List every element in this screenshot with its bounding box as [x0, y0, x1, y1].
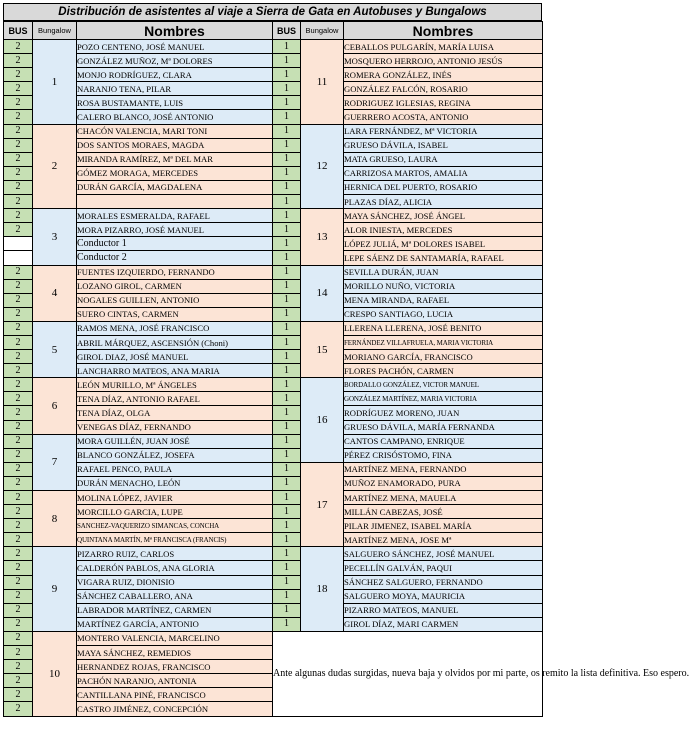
attendee-name: GONZÁLEZ MUÑOZ, Mª DOLORES: [77, 54, 273, 68]
table-row: [4, 434, 543, 448]
attendee-name: BLANCO GONZÁLEZ, JOSEFA: [77, 448, 273, 462]
bungalow-number: 2: [33, 124, 77, 209]
attendee-name: BORDALLO GONZÁLEZ, VICTOR MANUEL: [344, 378, 543, 392]
bus-cell: 2: [4, 674, 33, 688]
bus-cell: 1: [273, 603, 301, 617]
attendee-name: MORIANO GARCÍA, FRANCISCO: [344, 350, 543, 364]
attendee-name: LEÓN MURILLO, Mª ÁNGELES: [77, 378, 273, 392]
table-row: [4, 279, 543, 293]
bus-cell: 2: [4, 519, 33, 533]
table-row: [4, 533, 543, 547]
bus-cell: 2: [4, 82, 33, 96]
attendee-name: MARTÍNEZ MENA, FERNANDO: [344, 462, 543, 476]
attendee-name: VENEGAS DÍAZ, FERNANDO: [77, 420, 273, 434]
bus-cell: 2: [4, 575, 33, 589]
bus-cell: 2: [4, 491, 33, 505]
attendee-name: RODRIGUEZ IGLESIAS, REGINA: [344, 96, 543, 110]
bungalow-number: 3: [33, 209, 77, 265]
table-row: [4, 293, 543, 307]
attendee-name: LARA FERNÁNDEZ, Mª VICTORIA: [344, 124, 543, 138]
attendee-name: SÁNCHEZ SALGUERO, FERNANDO: [344, 575, 543, 589]
attendee-name: MORALES ESMERALDA, RAFAEL: [77, 209, 273, 223]
bus-cell: 1: [273, 364, 301, 378]
bus-cell: 2: [4, 378, 33, 392]
table-row: [4, 237, 543, 251]
attendee-name: ROMERA GONZÁLEZ, INÉS: [344, 68, 543, 82]
table-row: [4, 350, 543, 364]
attendee-name: MENA MIRANDA, RAFAEL: [344, 293, 543, 307]
bungalow-number: 12: [301, 124, 344, 209]
attendee-name: HERNICA DEL PUERTO, ROSARIO: [344, 180, 543, 194]
bus-cell: 2: [4, 702, 33, 716]
bus-cell: 2: [4, 547, 33, 561]
table-row: [4, 547, 543, 561]
table-row: [4, 378, 543, 392]
driver-name: Conductor 1: [77, 237, 273, 251]
attendee-name: TENA DÍAZ, OLGA: [77, 406, 273, 420]
attendee-name: MORCILLO GARCIA, LUPE: [77, 505, 273, 519]
attendee-name: FERNÁNDEZ VILLAFRUELA, MARIA VICTORIA: [344, 335, 543, 349]
table-row: [4, 82, 543, 96]
attendee-name: DURÁN GARCÍA, MAGDALENA: [77, 180, 273, 194]
attendee-name: MORA PIZARRO, JOSÉ MANUEL: [77, 223, 273, 237]
table-row: [4, 96, 543, 110]
table-row: [4, 265, 543, 279]
bus-cell: 2: [4, 166, 33, 180]
bus-cell: 2: [4, 434, 33, 448]
attendee-name: POZO CENTENO, JOSÉ MANUEL: [77, 40, 273, 54]
bungalow-number: 11: [301, 40, 344, 125]
bus-cell: 1: [273, 448, 301, 462]
bus-cell: 1: [273, 138, 301, 152]
bus-cell: 2: [4, 533, 33, 547]
note-text: Ante algunas dudas surgidas, nueva baja y olvidos por mi parte, os remito la lista definitiva. Eso espero.: [273, 631, 543, 716]
bus-cell: 1: [273, 223, 301, 237]
bus-cell: 1: [273, 617, 301, 631]
attendee-name: SÁNCHEZ CABALLERO, ANA: [77, 589, 273, 603]
attendee-name: MIRANDA RAMÍREZ, Mª DEL MAR: [77, 152, 273, 166]
bus-cell: 1: [273, 321, 301, 335]
bus-cell: 2: [4, 646, 33, 660]
attendee-name: CEBALLOS PULGARÍN, MARÍA LUISA: [344, 40, 543, 54]
attendee-name: SALGUERO SÁNCHEZ, JOSÉ MANUEL: [344, 547, 543, 561]
attendee-name: NARANJO TENA, PILAR: [77, 82, 273, 96]
attendee-name: DOS SANTOS MORAES, MAGDA: [77, 138, 273, 152]
table-row: [4, 505, 543, 519]
attendee-name: LOZANO GIROL, CARMEN: [77, 279, 273, 293]
bus-cell: 2: [4, 561, 33, 575]
table-row: [4, 40, 543, 54]
bungalow-number: 1: [33, 40, 77, 125]
attendee-name: CRESPO SANTIAGO, LUCIA: [344, 307, 543, 321]
attendee-name: MONTERO VALENCIA, MARCELINO: [77, 631, 273, 645]
table-row: [4, 406, 543, 420]
bungalow-number: 15: [301, 321, 344, 377]
attendee-name: LLERENA LLERENA, JOSÉ BENITO: [344, 321, 543, 335]
attendee-name: PLAZAS DÍAZ, ALICIA: [344, 195, 543, 209]
bus-cell: 1: [273, 519, 301, 533]
bus-cell: 2: [4, 209, 33, 223]
attendee-name: GRUESO DÁVILA, MARÍA FERNANDA: [344, 420, 543, 434]
bus-cell: 2: [4, 448, 33, 462]
table-row: [4, 364, 543, 378]
table-row: [4, 209, 543, 223]
bus-cell: 1: [273, 293, 301, 307]
bus-cell: 2: [4, 293, 33, 307]
attendee-name: LEPE SÁENZ DE SANTAMARÍA, RAFAEL: [344, 251, 543, 265]
bungalow-number: 6: [33, 378, 77, 434]
attendee-name: HERNANDEZ ROJAS, FRANCISCO: [77, 660, 273, 674]
table-row: [4, 321, 543, 335]
table-row: [4, 476, 543, 490]
attendee-name: MAYA SÁNCHEZ, JOSÉ ÁNGEL: [344, 209, 543, 223]
attendee-name: SEVILLA DURÁN, JUAN: [344, 265, 543, 279]
table-row: [4, 561, 543, 575]
table-row: [4, 68, 543, 82]
bus-cell: 1: [273, 251, 301, 265]
table-row: [4, 110, 543, 124]
bus-cell: 1: [273, 152, 301, 166]
table-row: [4, 223, 543, 237]
bus-cell: 1: [273, 195, 301, 209]
sheet-title: Distribución de asistentes al viaje a Sierra de Gata en Autobuses y Bungalows: [3, 3, 542, 21]
bus-cell: 2: [4, 406, 33, 420]
attendee-name: LABRADOR MARTÍNEZ, CARMEN: [77, 603, 273, 617]
attendee-name: RAMOS MENA, JOSÉ FRANCISCO: [77, 321, 273, 335]
table-row: [4, 603, 543, 617]
attendee-name: MARTÍNEZ MENA, MAUELA: [344, 491, 543, 505]
table-row: [4, 166, 543, 180]
bungalow-number: 4: [33, 265, 77, 321]
attendee-name: MAYA SÁNCHEZ, REMEDIOS: [77, 646, 273, 660]
bus-header-right: BUS: [273, 22, 301, 40]
bus-cell: 1: [273, 124, 301, 138]
names-header-right: Nombres: [344, 22, 543, 40]
bus-cell: 2: [4, 223, 33, 237]
attendee-name: CARRIZOSA MARTOS, AMALIA: [344, 166, 543, 180]
attendee-name: CALERO BLANCO, JOSÉ ANTONIO: [77, 110, 273, 124]
attendee-name: GUERRERO ACOSTA, ANTONIO: [344, 110, 543, 124]
bus-cell: 1: [273, 378, 301, 392]
bus-cell: 1: [273, 350, 301, 364]
bus-cell: 1: [273, 279, 301, 293]
bus-cell: 1: [273, 96, 301, 110]
bus-cell: 2: [4, 54, 33, 68]
attendee-name: ALOR INIESTA, MERCEDES: [344, 223, 543, 237]
attendee-name: CHACÓN VALENCIA, MARI TONI: [77, 124, 273, 138]
bus-cell: 2: [4, 180, 33, 194]
bus-cell: 1: [273, 180, 301, 194]
bus-cell: 2: [4, 110, 33, 124]
attendee-name: MOLINA LÓPEZ, JAVIER: [77, 491, 273, 505]
attendee-name: SANCHEZ-VAQUERIZO SIMANCAS, CONCHA: [77, 519, 273, 533]
attendee-name: MARTÍNEZ MENA, JOSE Mª: [344, 533, 543, 547]
bungalow-number: 17: [301, 462, 344, 547]
bus-cell: 2: [4, 265, 33, 279]
table-row: [4, 491, 543, 505]
attendee-name: MARTÍNEZ GARCÍA, ANTONIO: [77, 617, 273, 631]
bus-cell: 1: [273, 265, 301, 279]
bus-cell: 2: [4, 420, 33, 434]
attendee-name: CANTOS CAMPANO, ENRIQUE: [344, 434, 543, 448]
bus-cell: 1: [273, 307, 301, 321]
bungalow-number: 18: [301, 547, 344, 632]
bus-cell: 2: [4, 603, 33, 617]
bungalow-number: 16: [301, 378, 344, 463]
attendee-name: PIZARRO RUIZ, CARLOS: [77, 547, 273, 561]
table-row: [4, 335, 543, 349]
attendee-name: PIZARRO MATEOS, MANUEL: [344, 603, 543, 617]
attendee-name: GRUESO DÁVILA, ISABEL: [344, 138, 543, 152]
bus-cell: 1: [273, 491, 301, 505]
bus-cell: 2: [4, 631, 33, 645]
attendee-name: MORA GUILLÉN, JUAN JOSÉ: [77, 434, 273, 448]
table-row: [4, 251, 543, 265]
bus-cell: 2: [4, 660, 33, 674]
table-row: [4, 462, 543, 476]
attendee-name: VIGARA RUIZ, DIONISIO: [77, 575, 273, 589]
attendee-name: PECELLÍN GALVÁN, PAQUI: [344, 561, 543, 575]
bus-cell: 1: [273, 54, 301, 68]
bungalow-number: 7: [33, 434, 77, 490]
bus-cell: 1: [273, 561, 301, 575]
bungalow-number: 10: [33, 631, 77, 716]
table-row: [4, 195, 543, 209]
bus-cell: 2: [4, 392, 33, 406]
attendee-name: PILAR JIMENEZ, ISABEL MARÍA: [344, 519, 543, 533]
attendee-name: [77, 195, 273, 209]
bus-cell: 2: [4, 350, 33, 364]
bungalow-header-left: Bungalow: [33, 22, 77, 40]
attendee-name: GIROL DIAZ, JOSÉ MANUEL: [77, 350, 273, 364]
table-row: [4, 448, 543, 462]
bus-cell: 2: [4, 476, 33, 490]
bus-cell: 1: [273, 335, 301, 349]
bus-cell: 1: [273, 110, 301, 124]
bungalow-number: 14: [301, 265, 344, 321]
attendee-name: MORILLO NUÑO, VICTORIA: [344, 279, 543, 293]
bungalow-number: 8: [33, 491, 77, 547]
bus-cell: 1: [273, 392, 301, 406]
attendee-name: LÓPEZ JULIÁ, Mª DOLORES ISABEL: [344, 237, 543, 251]
attendee-name: FUENTES IZQUIERDO, FERNANDO: [77, 265, 273, 279]
names-header-left: Nombres: [77, 22, 273, 40]
bus-cell: 2: [4, 688, 33, 702]
attendee-name: RODRÍGUEZ MORENO, JUAN: [344, 406, 543, 420]
bus-cell: 1: [273, 533, 301, 547]
bus-cell: [4, 251, 33, 265]
attendee-name: GONZÁLEZ FALCÓN, ROSARIO: [344, 82, 543, 96]
distribution-sheet: [3, 3, 689, 717]
attendee-name: MILLÁN CABEZAS, JOSÉ: [344, 505, 543, 519]
attendee-name: CANTILLANA PINÉ, FRANCISCO: [77, 688, 273, 702]
driver-name: Conductor 2: [77, 251, 273, 265]
attendee-name: FLORES PACHÓN, CARMEN: [344, 364, 543, 378]
bus-cell: 1: [273, 166, 301, 180]
bus-header-left: BUS: [4, 22, 33, 40]
bus-cell: 1: [273, 209, 301, 223]
bus-cell: 1: [273, 476, 301, 490]
attendee-name: MOSQUERO HERROJO, ANTONIO JESÚS: [344, 54, 543, 68]
bus-cell: 2: [4, 307, 33, 321]
attendee-name: SUERO CINTAS, CARMEN: [77, 307, 273, 321]
attendee-name: GONZÁLEZ MARTÍNEZ, MARIA VICTORIA: [344, 392, 543, 406]
bus-cell: 1: [273, 406, 301, 420]
bus-cell: [4, 237, 33, 251]
bus-cell: 2: [4, 335, 33, 349]
bungalow-number: 5: [33, 321, 77, 377]
table-row: [4, 519, 543, 533]
bus-cell: 1: [273, 505, 301, 519]
attendee-name: CALDERÓN PABLOS, ANA GLORIA: [77, 561, 273, 575]
bus-cell: 1: [273, 82, 301, 96]
attendee-name: NOGALES GUILLEN, ANTONIO: [77, 293, 273, 307]
table-row: [4, 124, 543, 138]
table-row: [4, 631, 543, 645]
attendee-name: MONJO RODRÍGUEZ, CLARA: [77, 68, 273, 82]
table-row: [4, 180, 543, 194]
bus-cell: 1: [273, 40, 301, 54]
attendee-name: ABRIL MÁRQUEZ, ASCENSIÓN (Choni): [77, 335, 273, 349]
table-row: [4, 617, 543, 631]
attendee-name: GIROL DÍAZ, MARI CARMEN: [344, 617, 543, 631]
attendee-name: CASTRO JIMÉNEZ, CONCEPCIÓN: [77, 702, 273, 716]
bus-cell: 1: [273, 434, 301, 448]
bus-cell: 2: [4, 68, 33, 82]
attendee-name: PÉREZ CRISÓSTOMO, FINA: [344, 448, 543, 462]
table-row: [4, 138, 543, 152]
bus-cell: 2: [4, 462, 33, 476]
attendee-name: MATA GRUESO, LAURA: [344, 152, 543, 166]
bus-cell: 2: [4, 40, 33, 54]
header-row: [4, 22, 543, 40]
attendee-name: GÓMEZ MORAGA, MERCEDES: [77, 166, 273, 180]
attendee-name: DURÁN MENACHO, LEÓN: [77, 476, 273, 490]
table-row: [4, 392, 543, 406]
bus-cell: 1: [273, 589, 301, 603]
attendee-name: PACHÓN NARANJO, ANTONIA: [77, 674, 273, 688]
bus-cell: 1: [273, 547, 301, 561]
bus-cell: 2: [4, 138, 33, 152]
bungalow-number: 9: [33, 547, 77, 632]
bus-cell: 1: [273, 68, 301, 82]
attendee-name: RAFAEL PENCO, PAULA: [77, 462, 273, 476]
bus-cell: 2: [4, 96, 33, 110]
bus-cell: 1: [273, 575, 301, 589]
bus-cell: 2: [4, 617, 33, 631]
bus-cell: 1: [273, 237, 301, 251]
table-row: [4, 575, 543, 589]
attendee-name: QUINTANA MARTÍN, Mª FRANCISCA (FRANCIS): [77, 533, 273, 547]
attendee-name: ROSA BUSTAMANTE, LUIS: [77, 96, 273, 110]
table-row: [4, 307, 543, 321]
bungalow-number: 13: [301, 209, 344, 265]
bus-cell: 2: [4, 321, 33, 335]
table-row: [4, 54, 543, 68]
bus-cell: 2: [4, 124, 33, 138]
attendee-name: LANCHARRO MATEOS, ANA MARIA: [77, 364, 273, 378]
bus-cell: 2: [4, 152, 33, 166]
bus-cell: 2: [4, 279, 33, 293]
bus-cell: 1: [273, 462, 301, 476]
attendee-name: MUÑOZ ENAMORADO, PURA: [344, 476, 543, 490]
bus-cell: 2: [4, 364, 33, 378]
assignment-table: [3, 21, 689, 717]
bus-cell: 2: [4, 195, 33, 209]
table-row: [4, 152, 543, 166]
bus-cell: 1: [273, 420, 301, 434]
attendee-name: TENA DÍAZ, ANTONIO RAFAEL: [77, 392, 273, 406]
table-row: [4, 420, 543, 434]
table-row: [4, 589, 543, 603]
attendee-name: SALGUERO MOYA, MAURICIA: [344, 589, 543, 603]
bus-cell: 2: [4, 505, 33, 519]
bungalow-header-right: Bungalow: [301, 22, 344, 40]
bus-cell: 2: [4, 589, 33, 603]
